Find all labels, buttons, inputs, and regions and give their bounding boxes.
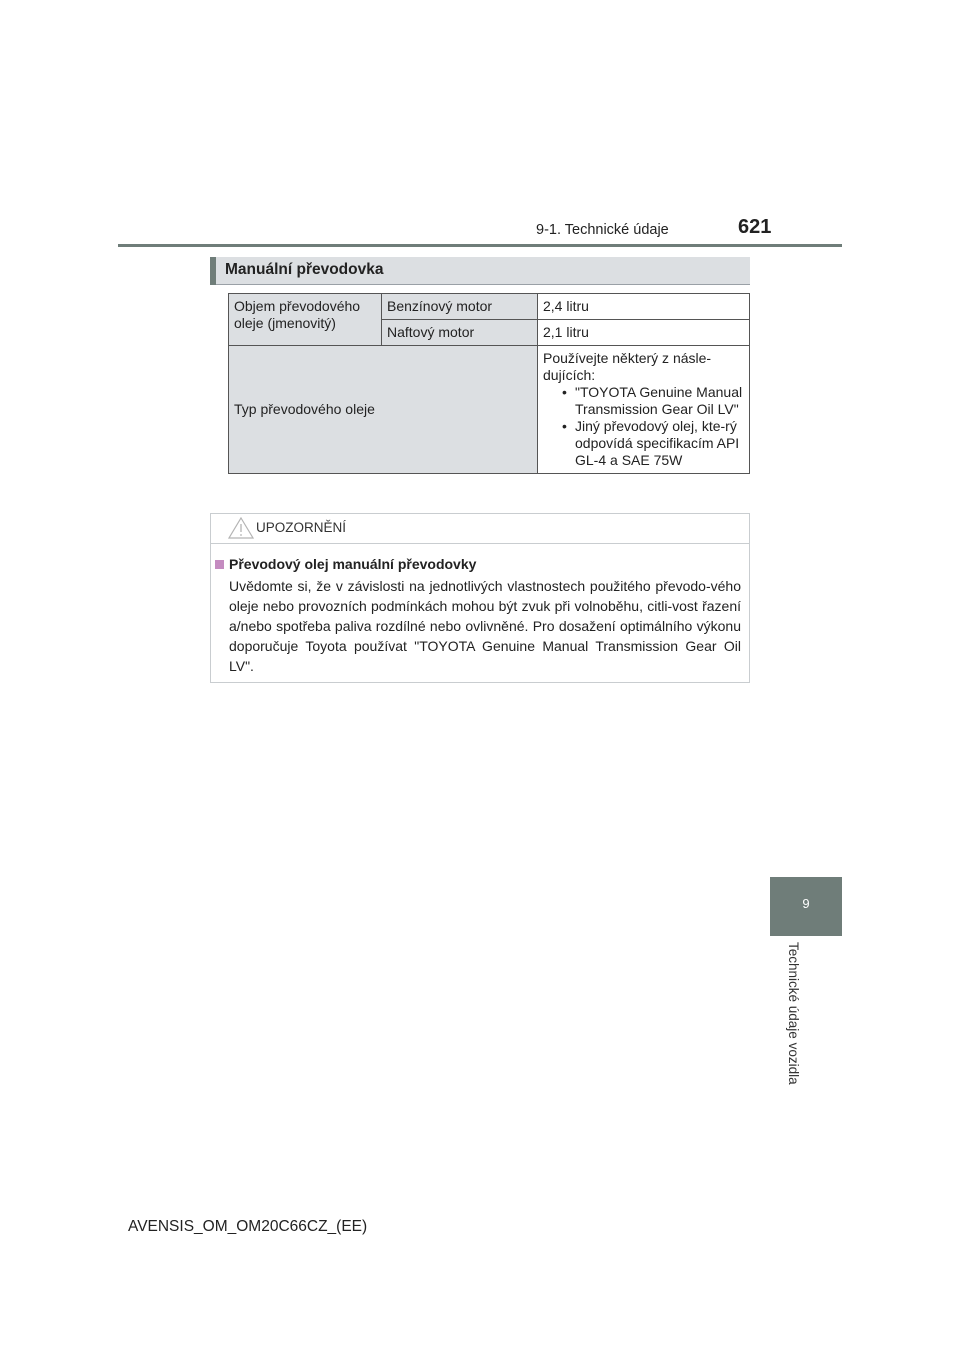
capacity-label-cell: Objem převodového oleje (jmenovitý) — [229, 294, 382, 346]
section-heading-bar — [210, 257, 750, 285]
engine-cell: Naftový motor — [382, 320, 538, 346]
oil-type-label-cell: Typ převodového oleje — [229, 346, 538, 474]
transmission-oil-table — [228, 293, 750, 474]
caution-subheading — [215, 556, 476, 572]
oil-type-options-list — [543, 384, 744, 469]
chapter-label: Technické údaje vozidla — [786, 942, 801, 1085]
list-item: • Jiný převodový olej, kte-rý odpovídá specifikacím API GL-4 a SAE 75W — [543, 418, 744, 469]
capacity-value-cell: 2,1 litru — [538, 320, 750, 346]
caution-subheading-text: Převodový olej manuální převodovky — [229, 556, 477, 572]
chapter-number: 9 — [802, 896, 810, 911]
heading-accent-bar — [210, 257, 216, 285]
page-number: 621 — [738, 216, 772, 238]
square-bullet-icon — [215, 560, 224, 569]
table-row — [229, 294, 750, 320]
header-section-title: 9-1. Technické údaje — [536, 222, 669, 238]
chapter-tab — [770, 877, 842, 936]
table-row — [229, 346, 750, 474]
document-code: AVENSIS_OM_OM20C66CZ_(EE) — [128, 1218, 368, 1235]
chapter-label-container — [782, 942, 806, 1102]
oil-type-intro: Používejte některý z násle-dujících: — [543, 350, 712, 383]
header-divider — [118, 244, 842, 247]
section-heading: Manuální převodovka — [225, 261, 384, 278]
capacity-value-cell: 2,4 litru — [538, 294, 750, 320]
caution-body-text: Uvědomte si, že v závislosti na jednotlivých vlastnostech použitého převodo-vého oleje nebo provozních podmínkách mohou být zvuk při volnoběhu, citli-vost řazení a/nebo spotřeba paliva rozdílné nebo ovlivněné. Pro dosažení optimálního výkonu doporučuje Toyota používat "TOYOTA Genuine Manual Transmission Gear Oil LV". — [229, 578, 741, 674]
caution-title: UPOZORNĚNÍ — [256, 520, 347, 535]
warning-triangle-icon — [228, 517, 254, 539]
oil-type-value-cell — [538, 346, 750, 474]
engine-cell: Benzínový motor — [382, 294, 538, 320]
caution-box — [210, 513, 750, 683]
list-item: • "TOYOTA Genuine Manual Transmission Gear Oil LV" — [543, 384, 744, 418]
caution-header — [211, 514, 749, 544]
